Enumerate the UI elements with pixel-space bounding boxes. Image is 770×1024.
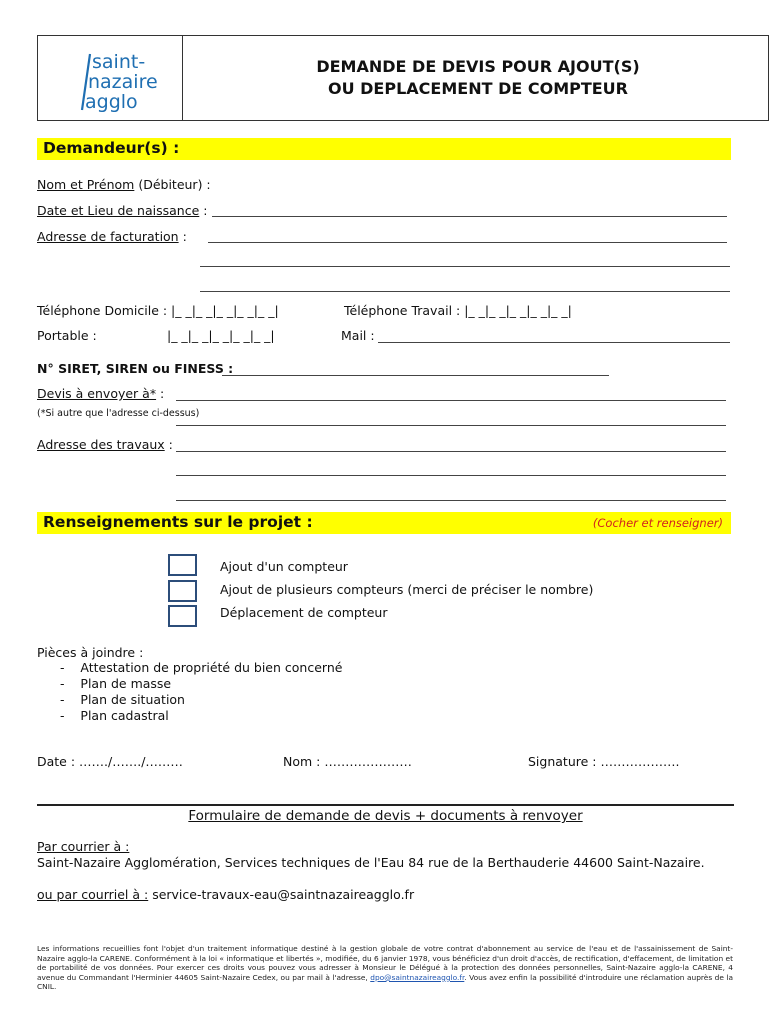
footer-heading: Formulaire de demande de devis + documents à renvoyer: [188, 808, 583, 824]
telephone-travail-field[interactable]: Téléphone Travail : |_ _|_ _|_ _|_ _|_ _|: [344, 303, 572, 318]
signature-field[interactable]: Signature : ……………….: [528, 754, 680, 769]
nom-signature-field[interactable]: Nom : …………………: [283, 754, 412, 769]
section-projet-note: (Cocher et renseigner): [592, 516, 723, 530]
section-demandeur-bar: [37, 138, 731, 160]
option-ajout-plusieurs-label: Ajout de plusieurs compteurs (merci de préciser le nombre): [220, 582, 594, 597]
naissance-field-input[interactable]: [212, 216, 727, 217]
saint-nazaire-agglo-logo: [78, 44, 173, 116]
checkbox-ajout-plusieurs-compteurs[interactable]: [168, 580, 197, 602]
dpo-email-link[interactable]: dpo@saintnazaireagglo.fr: [370, 972, 465, 982]
option-deplacement-label: Déplacement de compteur: [220, 605, 388, 620]
adresse-facturation-line-2[interactable]: [200, 266, 730, 267]
checkbox-ajout-compteur[interactable]: [168, 554, 197, 576]
devis-envoyer-note: (*Si autre que l'adresse ci-dessus): [37, 408, 200, 419]
logo-line2: nazaire: [88, 71, 158, 93]
logo-line1: saint-: [92, 51, 146, 73]
piece-item: - Attestation de propriété du bien concerné: [60, 660, 343, 675]
adresse-travaux-line-2[interactable]: [176, 475, 726, 476]
page-title: [198, 56, 758, 100]
date-field[interactable]: Date : ……./……./………: [37, 754, 183, 769]
pieces-title: Pièces à joindre :: [37, 645, 144, 660]
checkbox-deplacement-compteur[interactable]: [168, 605, 197, 627]
adresse-facturation-line-1[interactable]: [208, 242, 727, 243]
piece-item: - Plan de masse: [60, 676, 172, 691]
devis-envoyer-line-1[interactable]: [176, 400, 726, 401]
mail-label: Mail :: [341, 328, 375, 343]
portable-label: Portable :: [37, 328, 97, 343]
telephone-domicile-field[interactable]: Téléphone Domicile : |_ _|_ _|_ _|_ _|_ _|: [37, 303, 279, 318]
adresse-facturation-line-3[interactable]: [200, 291, 730, 292]
devis-envoyer-label: Devis à envoyer à* :: [37, 386, 165, 401]
legal-notice: Les informations recueillies font l'objet d'un traitement informatique destiné à la gestion globale de votre contrat d'abonnement au service de l'eau et de l'assainissement de Saint-Nazaire agglo-la CARENE. Conformément à la loi « informatique et libertés », modifiée, du 6 janvier 1978, vous bénéficiez d'un droit d'accès, de rectification, d'effacement, de limitation et de portabilité de vos données. Pour exercer ces droits vous pouvez vous adresser à Monsieur le Délégué à la protection des données personnelles, Saint-Nazaire agglo-la CARENE, 4 avenue du Commandant l'Herminier 44605 Saint-Nazaire Cedex, ou par mail à l'adresse, dpo@saintnazaireagglo.fr. Vous avez enfin la possibilité d'introduire une réclamation auprès de la CNIL.: [37, 944, 733, 992]
section-projet-bar: [37, 512, 731, 534]
portable-field[interactable]: |_ _|_ _|_ _|_ _|_ _|: [167, 328, 275, 343]
adresse-travaux-line-3[interactable]: [176, 500, 726, 501]
section-demandeur-heading: Demandeur(s) :: [43, 139, 180, 157]
header-box: [37, 35, 769, 121]
courrier-label: Par courrier à :: [37, 839, 130, 854]
footer-divider: [37, 804, 734, 806]
title-line1: DEMANDE DE DEVIS POUR AJOUT(S): [316, 57, 640, 76]
header-separator: [182, 36, 183, 120]
adresse-travaux-label: Adresse des travaux :: [37, 437, 173, 452]
naissance-field-label: Date et Lieu de naissance :: [37, 203, 208, 218]
courriel-address[interactable]: service-travaux-eau@saintnazaireagglo.fr: [148, 887, 415, 902]
adresse-facturation-label: Adresse de facturation :: [37, 229, 187, 244]
nom-field-label: Nom et Prénom (Débiteur) :: [37, 177, 211, 192]
pieces-list: [60, 660, 342, 724]
adresse-travaux-line-1[interactable]: [176, 451, 726, 452]
siret-field-input[interactable]: [222, 375, 609, 376]
piece-item: - Plan cadastral: [60, 708, 169, 723]
section-projet-heading: Renseignements sur le projet :: [43, 513, 313, 531]
mail-field-input[interactable]: [378, 342, 730, 343]
courriel-line: [37, 887, 414, 902]
devis-envoyer-line-2[interactable]: [176, 425, 726, 426]
courriel-label: ou par courriel à :: [37, 887, 149, 902]
option-ajout-compteur-label: Ajout d'un compteur: [220, 559, 348, 574]
piece-item: - Plan de situation: [60, 692, 185, 707]
courrier-address: Saint-Nazaire Agglomération, Services techniques de l'Eau 84 rue de la Berthauderie 44600 Saint-Nazaire.: [37, 855, 705, 870]
siret-label: N° SIRET, SIREN ou FINESS :: [37, 361, 234, 376]
title-line2: OU DEPLACEMENT DE COMPTEUR: [327, 79, 628, 98]
logo-line3: agglo: [85, 91, 138, 113]
